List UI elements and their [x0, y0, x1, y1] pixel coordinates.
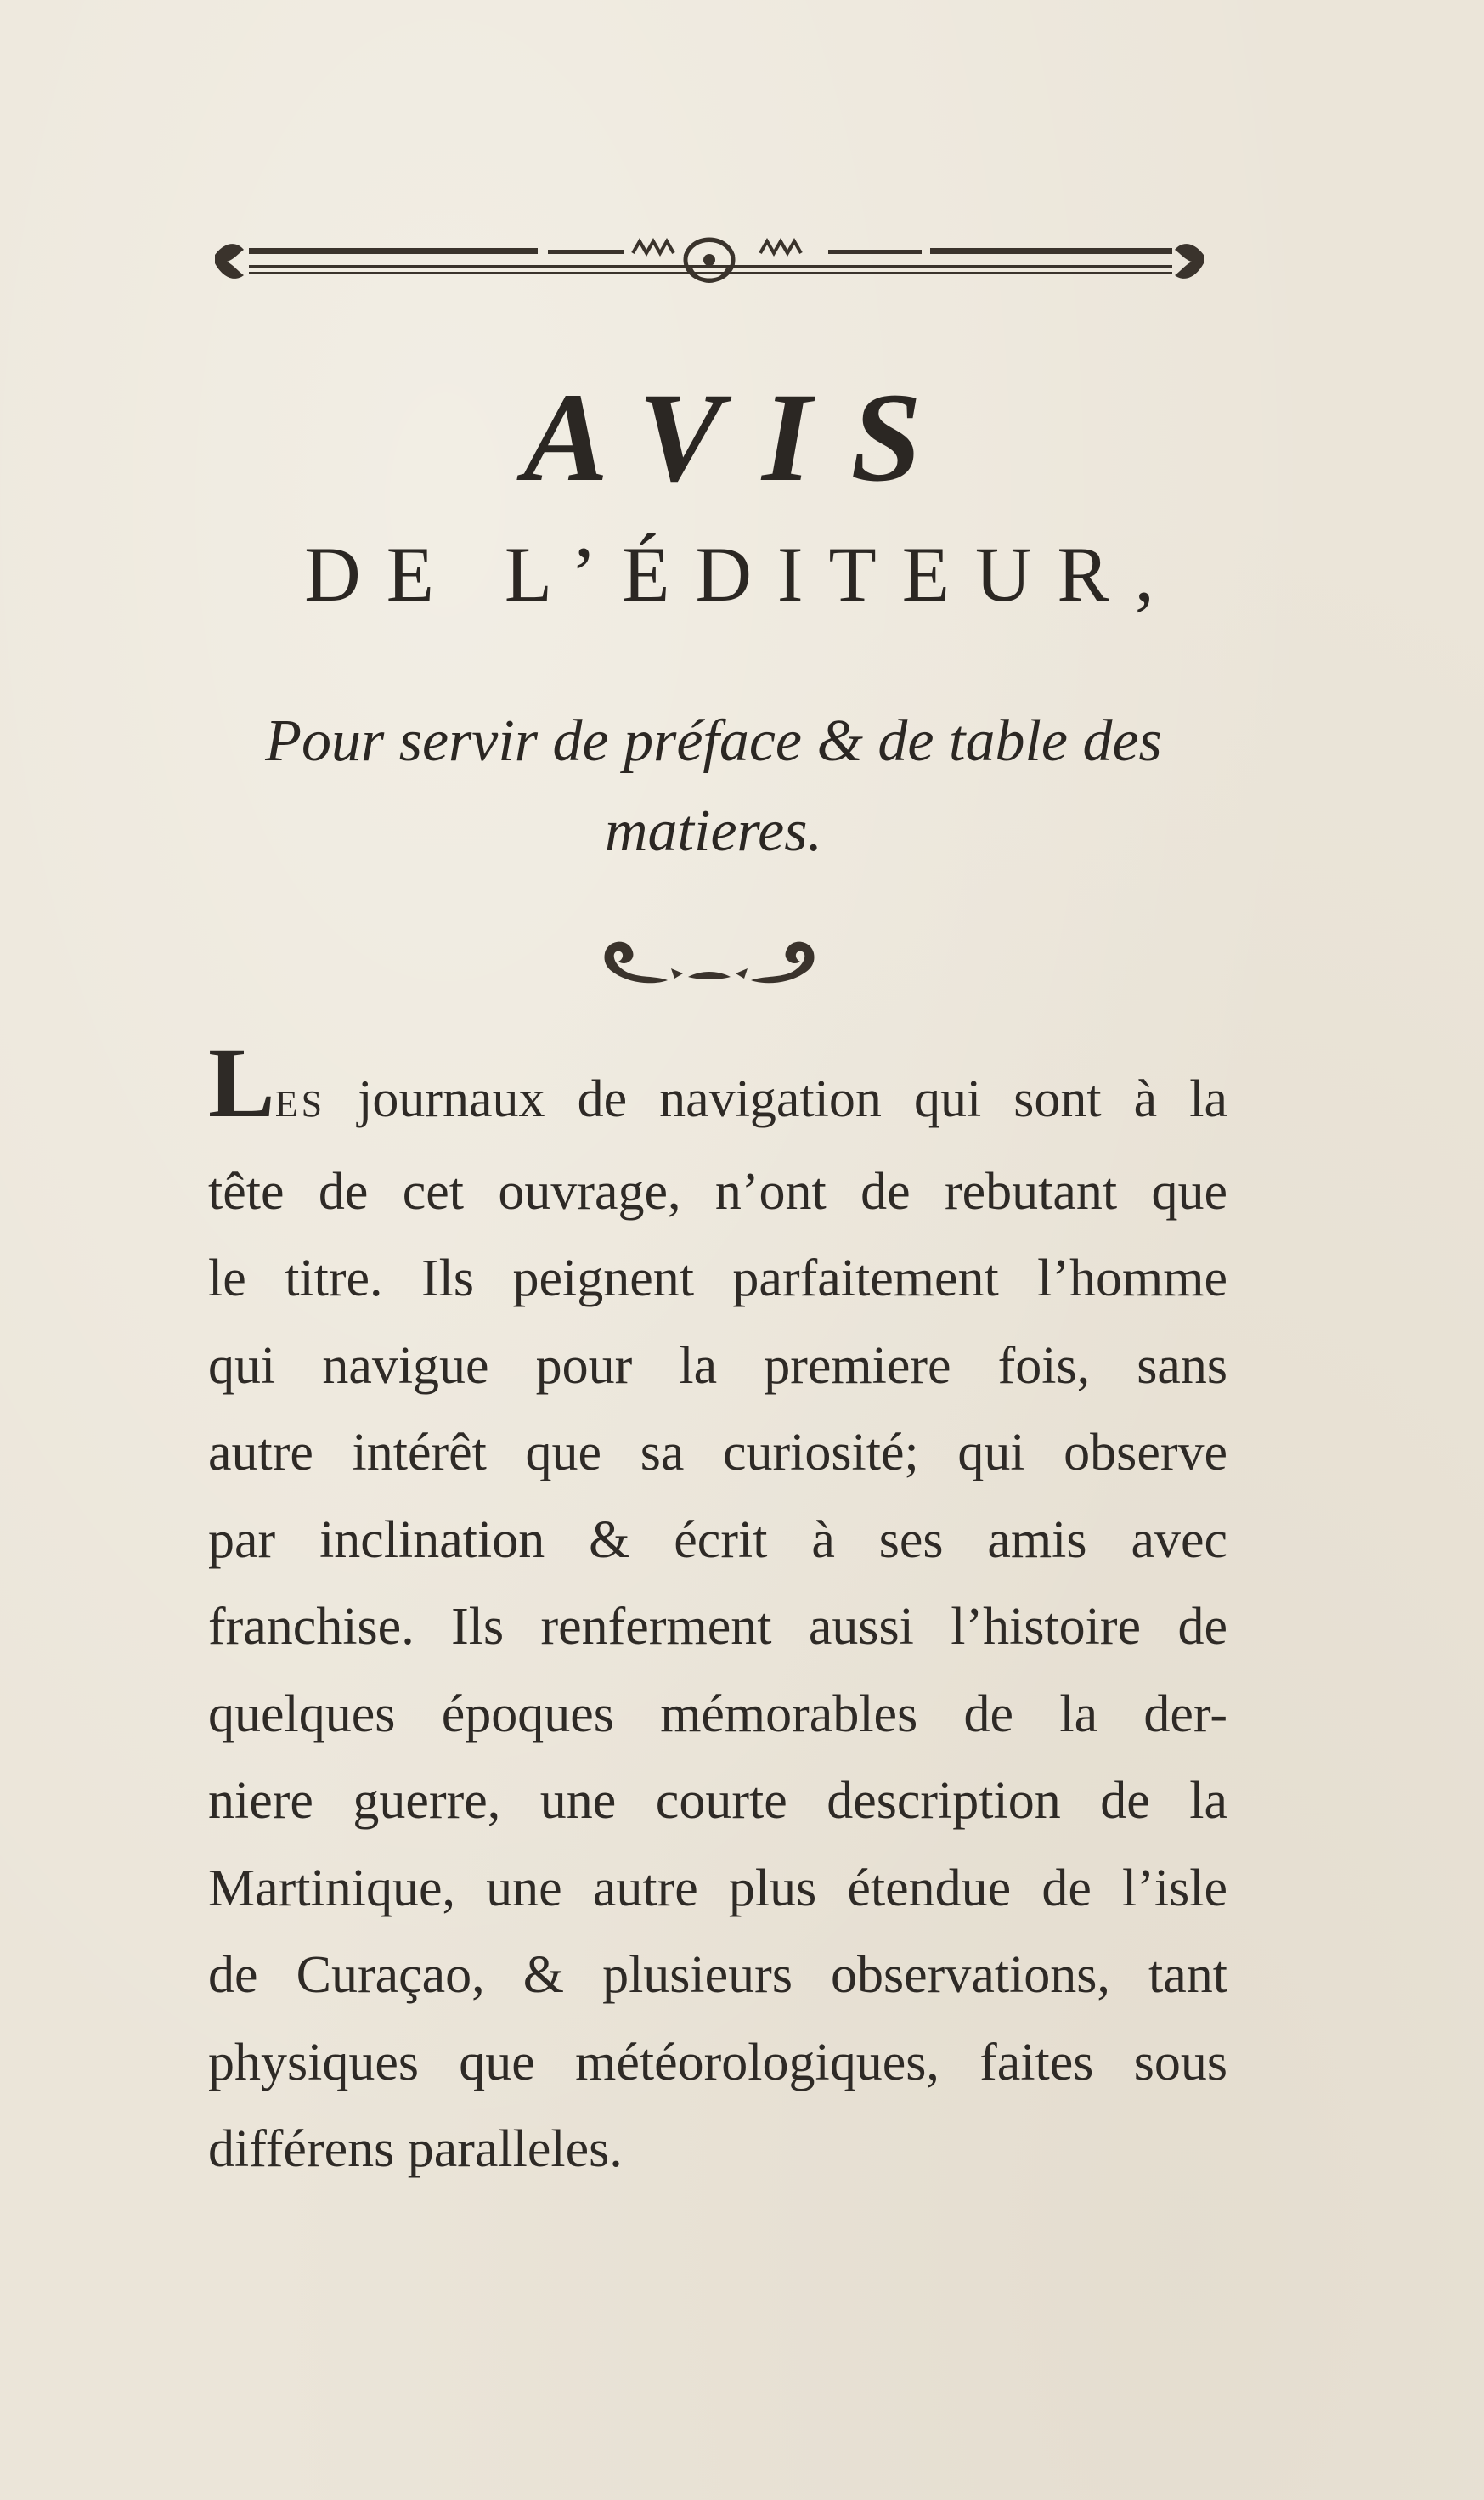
- page-title: AVIS: [523, 367, 961, 508]
- page-subtitle: DE L’ÉDITEUR,: [304, 531, 1180, 618]
- body-line-3: le titre. Ils peignent parfaitement l’homme: [208, 1250, 1227, 1307]
- body-line-7: franchise. Ils renferment aussi l’histoire de: [208, 1598, 1227, 1656]
- small-caps-text: ES: [274, 1083, 326, 1125]
- body-line-4: qui navigue pour la premiere fois, sans: [208, 1336, 1227, 1395]
- drop-cap: L: [208, 1027, 275, 1138]
- purpose-line-2: matieres.: [605, 799, 822, 864]
- purpose-line-1: Pour servir de préface & de table des: [265, 708, 1162, 774]
- body-line-9: niere guerre, une courte description de la: [208, 1772, 1227, 1830]
- headpiece-ornament-icon: [208, 219, 1210, 296]
- body-line-13: différens paralleles.: [208, 2120, 623, 2178]
- body-line-12: physiques que météorologiques, faites sous: [208, 2033, 1227, 2091]
- body-line-6: par inclination & écrit à ses amis avec: [208, 1510, 1227, 1569]
- body-line-11: de Curaçao, & plusieurs observations, tant: [208, 1946, 1227, 2004]
- body-line-1: [208, 1027, 1227, 1148]
- body-line-5: autre intérêt que sa curiosité; qui observe: [208, 1424, 1227, 1481]
- body-line-2: tête de cet ouvrage, n’ont de rebutant que: [208, 1162, 1227, 1221]
- fleuron-icon: [595, 928, 824, 996]
- body-text-segment: journaux de navigation qui sont à la: [325, 1070, 1227, 1128]
- body-line-10: Martinique, une autre plus étendue de l’isle: [208, 1859, 1227, 1917]
- body-line-8: quelques époques mémorables de la der-: [208, 1685, 1227, 1743]
- purpose-statement: [208, 697, 1219, 877]
- body-paragraph: [208, 1027, 1227, 2193]
